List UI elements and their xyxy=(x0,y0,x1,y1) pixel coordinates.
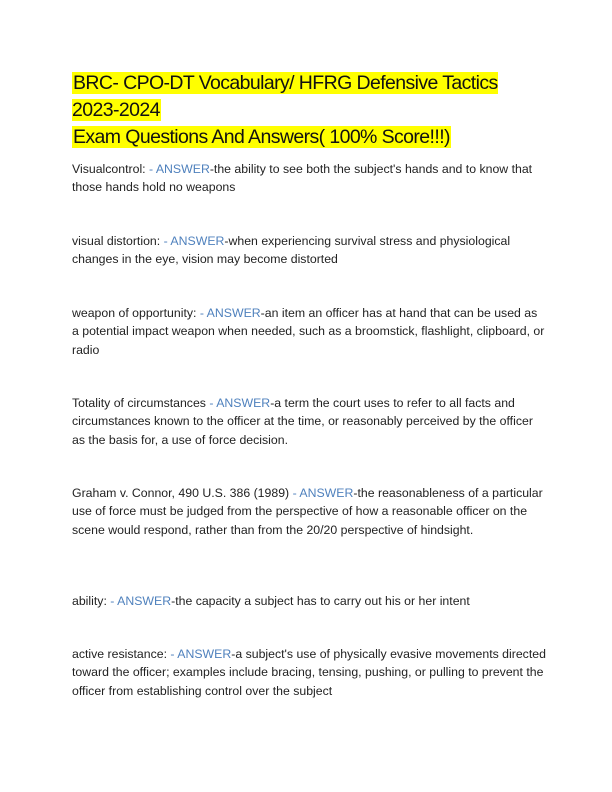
entry-visual-distortion xyxy=(72,232,546,269)
entry-term: Totality of circumstances xyxy=(72,396,210,410)
entry-term: ability: xyxy=(72,594,111,608)
entry-definition: -the ability to see both the subject's hands and to know that those hands hold no weapons xyxy=(72,162,533,195)
entry-definition: -the capacity a subject has to carry out his or her intent xyxy=(171,594,470,608)
entry-definition: -an item an officer has at hand that can be used as a potential impact weapon when needed, such as a broomstick, flashlight, clipboard, or radio xyxy=(72,306,545,357)
entry-definition: -the reasonableness of a particular use of force must be judged from the perspective of how a reasonable officer on the scene would respond, rather than from the 20/20 perspective of hindsight. xyxy=(72,486,543,537)
answer-tag: - ANSWER xyxy=(199,306,261,320)
answer-tag: - ANSWER xyxy=(110,594,172,608)
entry-term: visual distortion: xyxy=(72,234,164,248)
entry-definition: -when experiencing survival stress and physiological changes in the eye, vision may become distorted xyxy=(72,234,511,267)
answer-tag: - ANSWER xyxy=(209,396,271,410)
answer-tag: - ANSWER xyxy=(149,162,210,176)
entry-weapon-of-opportunity xyxy=(72,304,546,359)
entry-definition: -a subject's use of physically evasive movements directed toward the officer; examples include bracing, tensing, pushing, or pulling to prevent the officer from establishing control over the subject xyxy=(72,647,546,698)
entry-term: active resistance: xyxy=(72,647,171,661)
title-line-1: BRC- CPO-DT Vocabulary/ HFRG Defensive Tactics 2023-2024 xyxy=(72,72,498,121)
entry-term: Visualcontrol: xyxy=(72,162,150,176)
entry-totality-of-circumstances xyxy=(72,394,546,449)
entry-term: Graham v. Connor, 490 U.S. 386 (1989) xyxy=(72,486,293,500)
title-line-2: Exam Questions And Answers( 100% Score!!!) xyxy=(73,126,450,148)
entry-graham-v-connor xyxy=(72,484,546,539)
entry-visual-control xyxy=(72,160,546,197)
entry-definition: -a term the court uses to refer to all facts and circumstances known to the officer at the time, or reasonably perceived by the officer as the basis for, a use of force decision. xyxy=(72,396,533,447)
answer-tag: - ANSWER xyxy=(292,486,354,500)
document-title xyxy=(72,70,542,151)
answer-tag: - ANSWER xyxy=(163,234,225,248)
answer-tag: - ANSWER xyxy=(170,647,232,661)
entry-active-resistance xyxy=(72,645,546,700)
entry-ability xyxy=(72,592,546,610)
entry-term: weapon of opportunity: xyxy=(72,306,200,320)
